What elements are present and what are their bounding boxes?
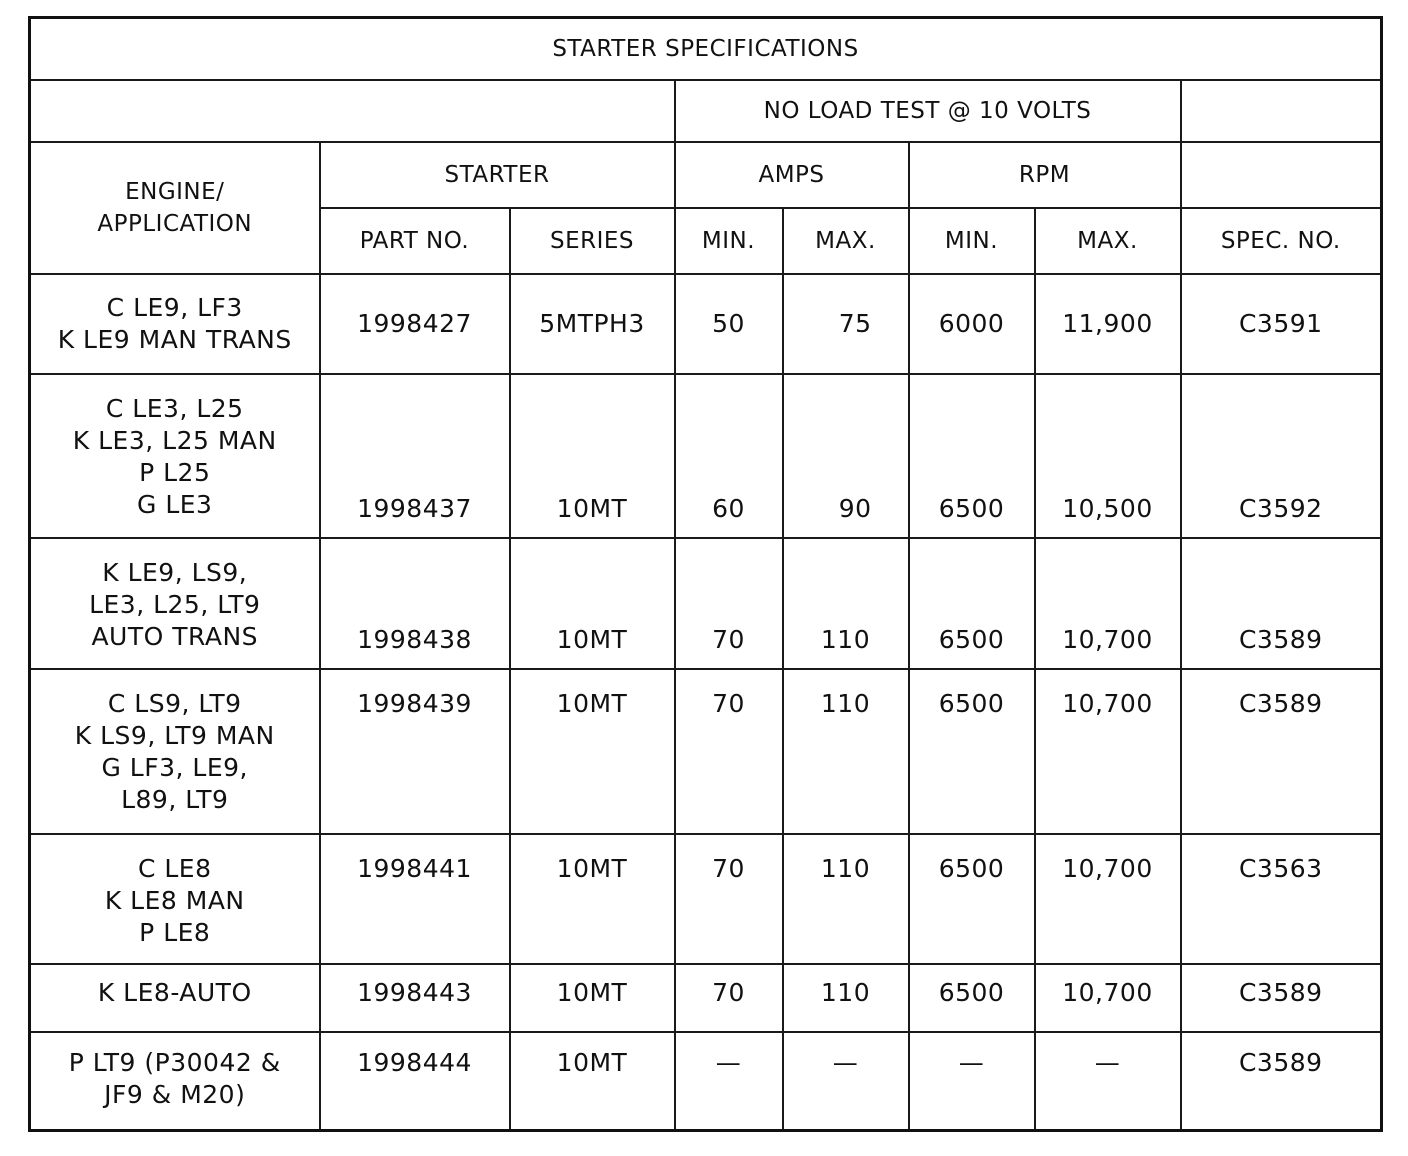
- spec-no-cell: C3589: [1181, 964, 1382, 1032]
- amps-max-cell: 90: [783, 374, 909, 538]
- amps-header: AMPS: [675, 142, 909, 208]
- blank-header-cell-right: [1181, 80, 1382, 142]
- spec-no-cell: C3592: [1181, 374, 1382, 538]
- amps-min-cell: 60: [675, 374, 783, 538]
- engine-cell: C LE9, LF3 K LE9 MAN TRANS: [30, 274, 320, 374]
- amps-max-header: MAX.: [783, 208, 909, 274]
- table-row: [30, 274, 1382, 374]
- amps-max-cell: 110: [783, 538, 909, 669]
- rpm-min-cell: 6500: [909, 374, 1035, 538]
- table-title: STARTER SPECIFICATIONS: [30, 18, 1382, 81]
- series-cell: 10MT: [510, 538, 675, 669]
- rpm-max-cell: 10,700: [1035, 964, 1181, 1032]
- rpm-max-cell: 11,900: [1035, 274, 1181, 374]
- rpm-max-cell: 10,700: [1035, 538, 1181, 669]
- series-cell: 10MT: [510, 1032, 675, 1130]
- engine-cell: P LT9 (P30042 & JF9 & M20): [30, 1032, 320, 1130]
- amps-min-cell: 70: [675, 964, 783, 1032]
- rpm-max-cell: 10,500: [1035, 374, 1181, 538]
- table-row: [30, 964, 1382, 1032]
- rpm-header: RPM: [909, 142, 1181, 208]
- part-no-header: PART NO.: [320, 208, 510, 274]
- table-row: [30, 1032, 1382, 1130]
- amps-min-header: MIN.: [675, 208, 783, 274]
- series-cell: 10MT: [510, 374, 675, 538]
- part-no-cell: 1998438: [320, 538, 510, 669]
- spec-no-cell: C3591: [1181, 274, 1382, 374]
- amps-min-cell: 70: [675, 538, 783, 669]
- part-no-cell: 1998444: [320, 1032, 510, 1130]
- starter-specifications-table: [28, 16, 1383, 1132]
- table-row: [30, 374, 1382, 538]
- amps-max-cell: 110: [783, 669, 909, 834]
- part-no-cell: 1998437: [320, 374, 510, 538]
- engine-application-header: ENGINE/ APPLICATION: [30, 142, 320, 274]
- amps-min-cell: 70: [675, 669, 783, 834]
- rpm-max-cell: 10,700: [1035, 834, 1181, 964]
- series-cell: 10MT: [510, 834, 675, 964]
- amps-max-cell: 110: [783, 834, 909, 964]
- spec-no-cell: C3589: [1181, 538, 1382, 669]
- table-row: [30, 538, 1382, 669]
- amps-min-cell: 50: [675, 274, 783, 374]
- part-no-cell: 1998441: [320, 834, 510, 964]
- amps-max-cell: —: [783, 1032, 909, 1130]
- series-header: SERIES: [510, 208, 675, 274]
- series-cell: 5MTPH3: [510, 274, 675, 374]
- engine-cell: K LE9, LS9, LE3, L25, LT9 AUTO TRANS: [30, 538, 320, 669]
- rpm-max-cell: —: [1035, 1032, 1181, 1130]
- no-load-test-header: NO LOAD TEST @ 10 VOLTS: [675, 80, 1181, 142]
- series-cell: 10MT: [510, 964, 675, 1032]
- amps-min-cell: 70: [675, 834, 783, 964]
- engine-cell: K LE8-AUTO: [30, 964, 320, 1032]
- header-row-1: [30, 80, 1382, 142]
- amps-max-cell: 110: [783, 964, 909, 1032]
- rpm-min-cell: 6500: [909, 669, 1035, 834]
- rpm-max-cell: 10,700: [1035, 669, 1181, 834]
- spec-no-header: SPEC. NO.: [1181, 208, 1382, 274]
- rpm-min-cell: 6500: [909, 834, 1035, 964]
- engine-cell: C LE8 K LE8 MAN P LE8: [30, 834, 320, 964]
- blank-header-cell: [30, 80, 675, 142]
- amps-min-cell: —: [675, 1032, 783, 1130]
- engine-cell: C LS9, LT9 K LS9, LT9 MAN G LF3, LE9, L89, LT9: [30, 669, 320, 834]
- part-no-cell: 1998443: [320, 964, 510, 1032]
- rpm-min-cell: —: [909, 1032, 1035, 1130]
- amps-max-cell: 75: [783, 274, 909, 374]
- spec-no-cell: C3589: [1181, 1032, 1382, 1130]
- spec-no-cell: C3563: [1181, 834, 1382, 964]
- header-row-2: [30, 142, 1382, 208]
- title-row: [30, 18, 1382, 81]
- table-row: [30, 834, 1382, 964]
- part-no-cell: 1998439: [320, 669, 510, 834]
- rpm-min-header: MIN.: [909, 208, 1035, 274]
- part-no-cell: 1998427: [320, 274, 510, 374]
- rpm-min-cell: 6500: [909, 964, 1035, 1032]
- series-cell: 10MT: [510, 669, 675, 834]
- rpm-min-cell: 6500: [909, 538, 1035, 669]
- table-row: [30, 669, 1382, 834]
- starter-header: STARTER: [320, 142, 675, 208]
- spec-no-cell: C3589: [1181, 669, 1382, 834]
- engine-cell: C LE3, L25 K LE3, L25 MAN P L25 G LE3: [30, 374, 320, 538]
- blank-spec-header-cell: [1181, 142, 1382, 208]
- rpm-min-cell: 6000: [909, 274, 1035, 374]
- rpm-max-header: MAX.: [1035, 208, 1181, 274]
